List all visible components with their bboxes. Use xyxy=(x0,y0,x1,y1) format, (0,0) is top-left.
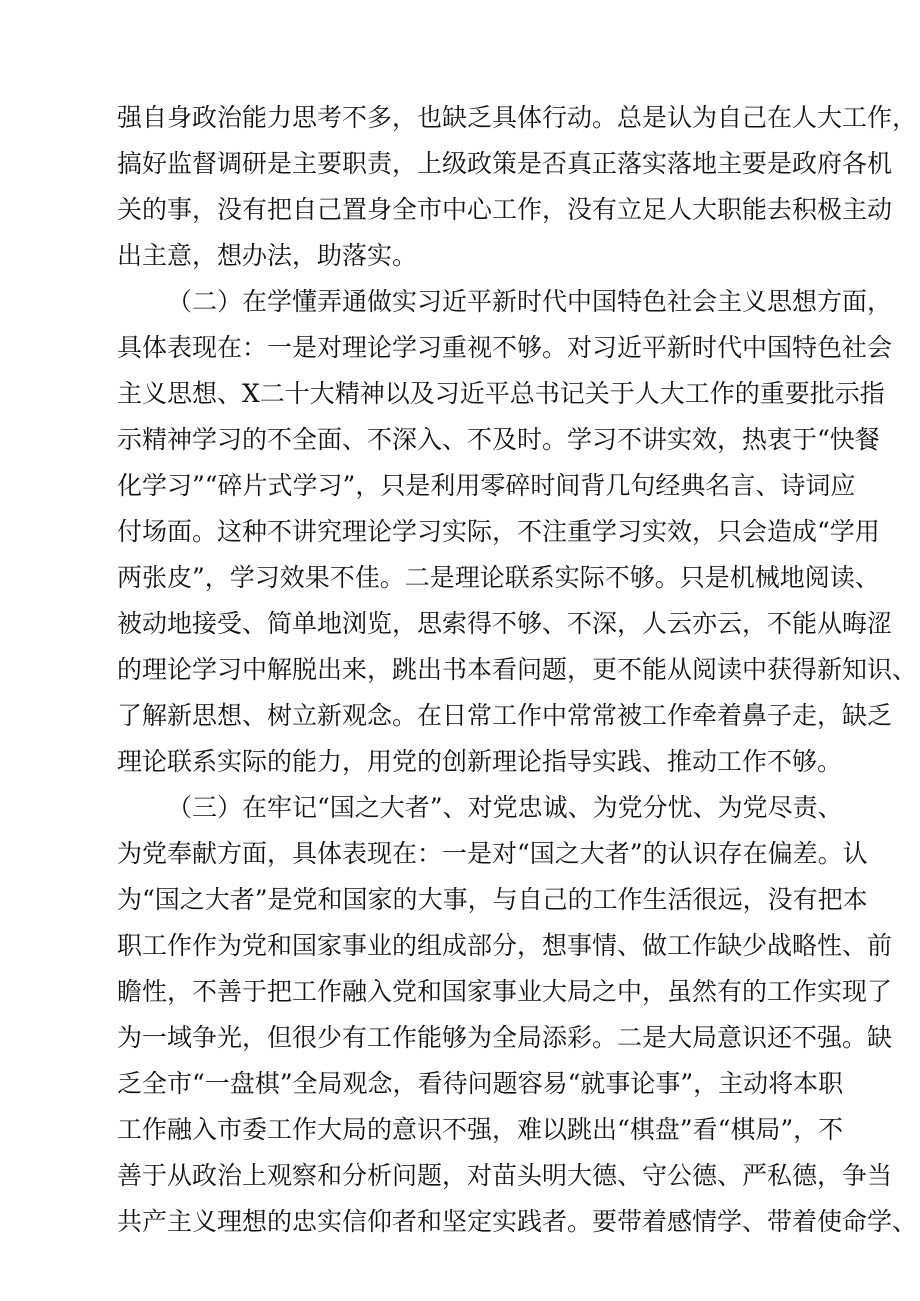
text-line: 出主意，想办法，助落实。 xyxy=(117,241,418,270)
section-heading-line: （二）在学懂弄通做实习近平新时代中国特色社会主义思想方面， xyxy=(167,287,893,316)
text-line: 理论联系实际的能力，用党的创新理论指导实践、推动工作不够。 xyxy=(117,747,843,776)
text-line: 示精神学习的不全面、不深入、不及时。学习不讲实效，热衷于“快餐 xyxy=(117,425,880,454)
text-line: 为一域争光，但很少有工作能够为全局添彩。二是大局意识还不强。缺 xyxy=(117,1023,893,1052)
text-line: 为党奉献方面，具体表现在：一是对“国之大者”的认识存在偏差。认 xyxy=(117,839,868,868)
text-line: 付场面。这种不讲究理论学习实际，不注重学习实效，只会造成“学用 xyxy=(117,517,880,546)
text-line: 被动地接受、简单地浏览，思索得不够、不深，人云亦云，不能从晦涩 xyxy=(117,609,893,638)
text-line: 主义思想、X二十大精神以及习近平总书记关于人大工作的重要批示指 xyxy=(117,379,885,408)
text-line: 两张皮”，学习效果不佳。二是理论联系实际不够。只是机械地阅读、 xyxy=(117,563,880,592)
text-line: 关的事，没有把自己置身全市中心工作，没有立足人大职能去积极主动 xyxy=(117,195,893,224)
text-line: 为“国之大者”是党和国家的大事，与自己的工作生活很远，没有把本 xyxy=(117,885,868,914)
text-line: 善于从政治上观察和分析问题，对苗头明大德、守公德、严私德，争当 xyxy=(117,1161,893,1190)
text-line: 化学习”“碎片式学习”，只是利用零碎时间背几句经典名言、诗词应 xyxy=(117,471,856,500)
section-heading-line: （三）在牢记“国之大者”、对党忠诚、为党分忧、为党尽责、 xyxy=(167,793,843,822)
text-line: 搞好监督调研是主要职责，上级政策是否真正落实落地主要是政府各机 xyxy=(117,149,893,178)
text-line: 的理论学习中解脱出来，跳出书本看问题，更不能从阅读中获得新知识、 xyxy=(117,655,918,684)
text-line: 工作融入市委工作大局的意识不强，难以跳出“棋盘”看“棋局”，不 xyxy=(117,1115,844,1144)
text-line: 职工作作为党和国家事业的组成部分，想事情、做工作缺少战略性、前 xyxy=(117,931,893,960)
text-line: 具体表现在：一是对理论学习重视不够。对习近平新时代中国特色社会 xyxy=(117,333,893,362)
text-line: 瞻性，不善于把工作融入党和国家事业大局之中，虽然有的工作实现了 xyxy=(117,977,893,1006)
text-line: 了解新思想、树立新观念。在日常工作中常常被工作牵着鼻子走，缺乏 xyxy=(117,701,893,730)
text-line: 乏全市“一盘棋”全局观念，看待问题容易“就事论事”，主动将本职 xyxy=(117,1069,844,1098)
text-line: 共产主义理想的忠实信仰者和坚定实践者。要带着感情学、带着使命学、 xyxy=(117,1207,918,1236)
text-line: 强自身政治能力思考不多，也缺乏具体行动。总是认为自己在人大工作， xyxy=(117,103,918,132)
